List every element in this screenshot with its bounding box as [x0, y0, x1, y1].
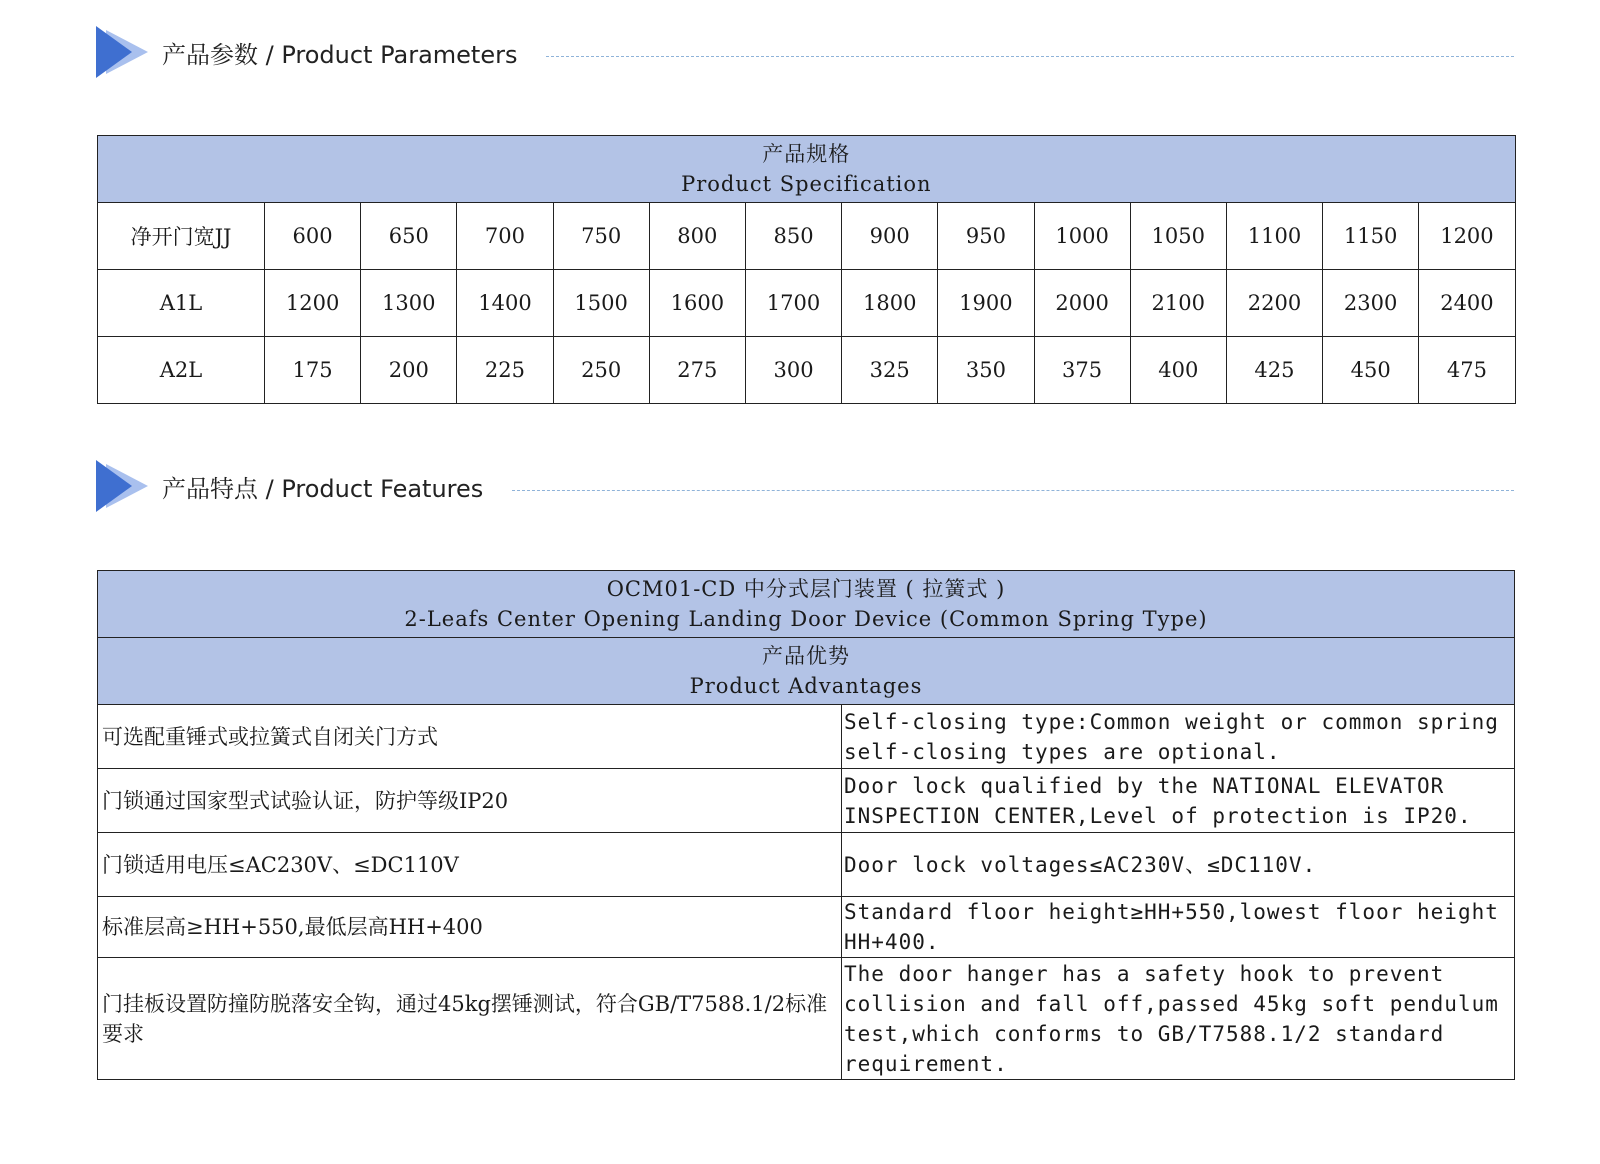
section-header-parameters	[96, 26, 517, 78]
section-title: 产品参数 / Product Parameters	[162, 40, 518, 69]
table-cell: 1300	[361, 270, 457, 337]
table-cell: 1400	[457, 270, 553, 337]
feature-zh-cell: 门锁适用电压≤AC230V、≤DC110V	[98, 833, 842, 897]
feature-en-cell: Standard floor height≥HH+550,lowest floor height HH+400.	[842, 897, 1515, 958]
row-label: 净开门宽JJ	[98, 203, 265, 270]
table-cell: 225	[457, 337, 553, 404]
features-header-zh: OCM01-CD 中分式层门装置 ( 拉簧式 )	[606, 577, 1006, 601]
dashed-divider	[512, 490, 1514, 491]
table-row	[98, 203, 1516, 270]
table-row	[98, 270, 1516, 337]
table-row	[98, 958, 1515, 1080]
advantages-header-zh: 产品优势	[762, 644, 850, 668]
table-cell: 175	[265, 337, 361, 404]
spec-table-header	[98, 136, 1516, 203]
spec-header-zh: 产品规格	[762, 142, 851, 166]
feature-en-cell: Self-closing type:Common weight or common spring self-closing types are optional.	[842, 705, 1515, 769]
table-row	[98, 833, 1515, 897]
table-cell: 450	[1323, 337, 1419, 404]
table-cell: 900	[842, 203, 938, 270]
table-cell: 1500	[553, 270, 649, 337]
feature-zh-cell: 可选配重锤式或拉簧式自闭关门方式	[98, 705, 842, 769]
features-table	[97, 570, 1515, 1080]
table-cell: 950	[938, 203, 1034, 270]
table-cell: 1200	[265, 270, 361, 337]
table-cell: 400	[1130, 337, 1226, 404]
table-cell: 325	[842, 337, 938, 404]
table-row	[98, 337, 1516, 404]
feature-en-cell: Door lock voltages≤AC230V、≤DC110V.	[842, 833, 1515, 897]
table-cell: 1100	[1226, 203, 1322, 270]
section-arrow-icon	[96, 460, 162, 512]
row-label: A2L	[98, 337, 265, 404]
table-cell: 2000	[1034, 270, 1130, 337]
section-title: 产品特点 / Product Features	[162, 474, 484, 503]
section-header-features	[96, 460, 483, 512]
table-cell: 800	[649, 203, 745, 270]
feature-zh-cell: 门锁通过国家型式试验认证，防护等级IP20	[98, 769, 842, 833]
table-cell: 425	[1226, 337, 1322, 404]
table-cell: 650	[361, 203, 457, 270]
row-label: A1L	[98, 270, 265, 337]
table-cell: 1900	[938, 270, 1034, 337]
spec-table	[97, 135, 1516, 404]
table-cell: 250	[553, 337, 649, 404]
feature-zh-cell: 门挂板设置防撞防脱落安全钩，通过45kg摆锤测试，符合GB/T7588.1/2标准要求	[98, 958, 842, 1080]
table-cell: 700	[457, 203, 553, 270]
features-table-header	[98, 571, 1515, 638]
table-cell: 350	[938, 337, 1034, 404]
table-cell: 2300	[1323, 270, 1419, 337]
table-cell: 300	[745, 337, 841, 404]
spec-header-en: Product Specification	[681, 172, 932, 196]
advantages-header-en: Product Advantages	[689, 674, 923, 698]
table-cell: 850	[745, 203, 841, 270]
section-arrow-icon	[96, 26, 162, 78]
table-row	[98, 705, 1515, 769]
table-cell: 375	[1034, 337, 1130, 404]
feature-en-cell: The door hanger has a safety hook to prevent collision and fall off,passed 45kg soft pendulum test,which conforms to GB/T7588.1/2 standard requirement.	[842, 958, 1515, 1080]
table-cell: 1800	[842, 270, 938, 337]
table-row	[98, 897, 1515, 958]
feature-zh-cell: 标准层高≥HH+550,最低层高HH+400	[98, 897, 842, 958]
feature-en-cell: Door lock qualified by the NATIONAL ELEVATOR INSPECTION CENTER,Level of protection is IP20.	[842, 769, 1515, 833]
table-cell: 1600	[649, 270, 745, 337]
table-cell: 200	[361, 337, 457, 404]
table-cell: 1050	[1130, 203, 1226, 270]
table-cell: 2400	[1419, 270, 1515, 337]
table-cell: 2200	[1226, 270, 1322, 337]
table-cell: 1150	[1323, 203, 1419, 270]
table-cell: 600	[265, 203, 361, 270]
advantages-header	[98, 638, 1515, 705]
table-cell: 275	[649, 337, 745, 404]
table-cell: 1700	[745, 270, 841, 337]
table-cell: 1000	[1034, 203, 1130, 270]
table-cell: 2100	[1130, 270, 1226, 337]
table-row	[98, 769, 1515, 833]
table-cell: 1200	[1419, 203, 1515, 270]
dashed-divider	[546, 56, 1514, 57]
features-header-en: 2-Leafs Center Opening Landing Door Device (Common Spring Type)	[404, 607, 1208, 631]
table-cell: 475	[1419, 337, 1515, 404]
table-cell: 750	[553, 203, 649, 270]
